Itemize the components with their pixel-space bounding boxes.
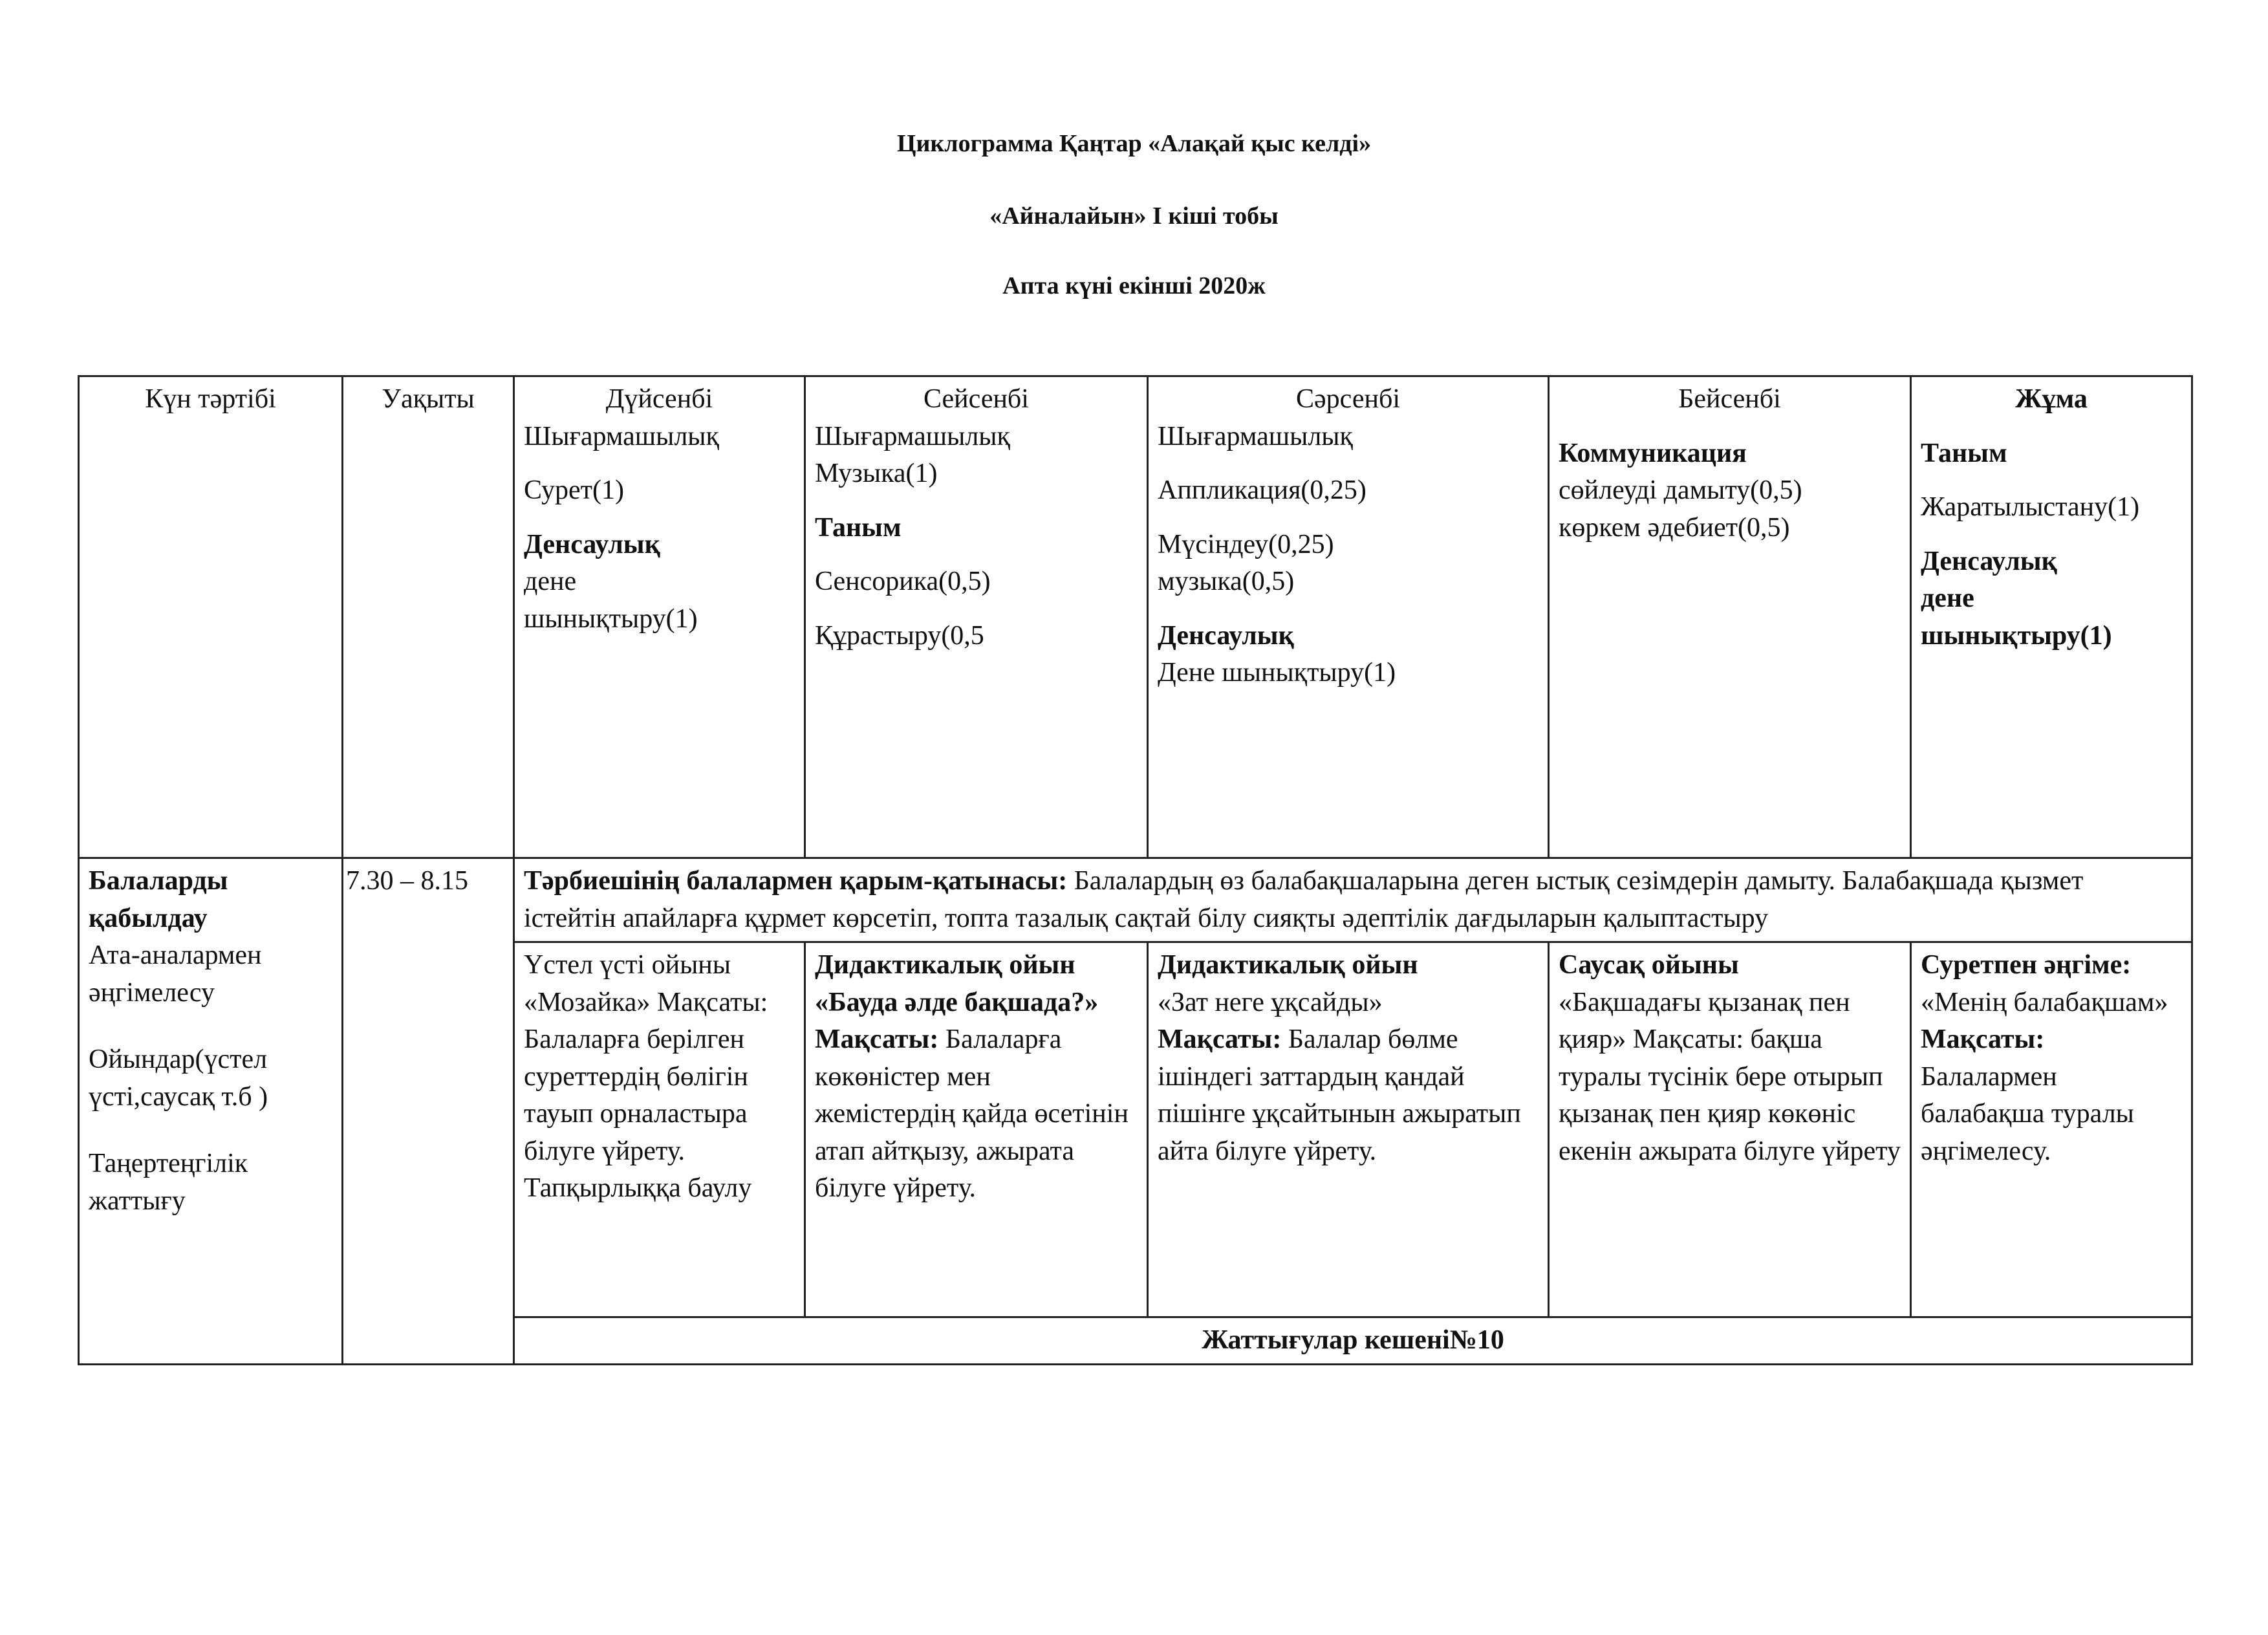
week-label: Апта күні екінші 2020ж — [1002, 272, 1266, 299]
subject-label: музыка(0,5) — [1158, 567, 1295, 597]
subject-label: дене — [524, 567, 577, 597]
header-row — [79, 376, 2192, 858]
header-tuesday — [805, 376, 1148, 858]
subject-label: көркем әдебиет(0,5) — [1559, 512, 1790, 543]
area-label: Таным — [815, 512, 902, 543]
subject-label: шынықтыру(1) — [524, 603, 698, 634]
game-text: Балалар бөлме ішіндегі заттардың қандай пішінге ұқсайтынын ажыратып айта білуге үйрету. — [1158, 1024, 1521, 1166]
time-range: 7.30 – 8.15 — [346, 866, 468, 896]
reception-cell — [79, 858, 343, 1365]
game-title: Суретпен әңгіме: — [1921, 950, 2132, 980]
day-label: Сәрсенбі — [1296, 384, 1400, 414]
game-text: Балалармен балабақша туралы әңгімелесу. — [1921, 1061, 2134, 1166]
game-title: Дидактикалық ойын — [1158, 950, 1418, 980]
wednesday-game — [1148, 942, 1549, 1317]
game-text: Балаларға көкөністер мен жемістердің қайда өсетінін атап айтқызу, ажырата білуге үйрету. — [815, 1024, 1129, 1204]
exercise-label: Жаттығулар кешені№10 — [1202, 1325, 1504, 1356]
header-time: Уақыты — [343, 376, 514, 858]
subject-label: Мүсіндеу(0,25) — [1158, 529, 1334, 559]
thursday-game — [1549, 942, 1911, 1317]
header-friday — [1911, 376, 2192, 858]
subject-label: шынықтыру(1) — [1921, 620, 2112, 651]
day-label: Бейсенбі — [1678, 384, 1781, 414]
day-label: Жұма — [2015, 384, 2088, 414]
subject-label: Жаратылыстану(1) — [1921, 492, 2140, 523]
goal-label: Мақсаты: — [1158, 1024, 1282, 1055]
header-wednesday — [1148, 376, 1549, 858]
game-name: «Менің балабақшам» — [1921, 987, 2168, 1017]
day-label: Дүйсенбі — [605, 384, 713, 414]
goal-label: Мақсаты: — [1921, 1024, 2045, 1055]
subject-label: Музыка(1) — [815, 459, 938, 489]
communication-cell — [514, 858, 2192, 942]
area-label: Шығармашылық — [1158, 421, 1353, 451]
game-text: Үстел үсті ойыны «Мозайка» Мақсаты: Балаларға берілген суреттердің бөлігін тауып орналастыра білуге үйрету. Тапқырлыққа баулу — [524, 950, 768, 1204]
area-label: Коммуникация — [1559, 438, 1747, 468]
document-title: Циклограмма Қаңтар «Алақай қыс келді» — [896, 130, 1372, 157]
header-monday — [514, 376, 805, 858]
friday-game — [1911, 942, 2192, 1317]
game-title: Дидактикалық ойын — [815, 950, 1075, 980]
day-label: Сейсенбі — [923, 384, 1029, 414]
reception-line: Ойындар(үстел үсті,саусақ т.б ) — [89, 1045, 268, 1112]
game-text: «Бақшадағы қызанақ пен қияр» Мақсаты: бақша туралы түсінік бере отырып қызанақ пен қияр көкөніс екенін ажырата білуге үйрету — [1559, 987, 1901, 1166]
subject-label: Сурет(1) — [524, 475, 624, 506]
subject-label: дене — [1921, 583, 1974, 614]
subject-label: сөйлеуді дамыту(0,5) — [1559, 475, 1802, 506]
monday-game — [514, 942, 805, 1317]
area-label: Денсаулық — [1921, 546, 2057, 576]
area-label: Таным — [1921, 438, 2007, 468]
time-cell — [343, 858, 514, 1365]
game-title: Саусақ ойыны — [1559, 950, 1739, 980]
reception-line: Таңертеңгілік жаттығу — [89, 1149, 248, 1216]
reception-title: Балаларды қабылдау — [89, 866, 228, 933]
goal-label: Мақсаты: — [815, 1024, 939, 1055]
reception-line: Ата-аналармен әңгімелесу — [89, 940, 262, 1008]
exercise-cell — [514, 1317, 2192, 1365]
area-label: Денсаулық — [524, 529, 660, 559]
group-name: «Айналайын» I кіші тобы — [989, 202, 1279, 230]
schedule-table — [78, 375, 2193, 1365]
subject-label: Құрастыру(0,5 — [815, 620, 984, 651]
reception-row — [79, 858, 2192, 942]
tuesday-game — [805, 942, 1148, 1317]
header-thursday — [1549, 376, 1911, 858]
subject-label: Сенсорика(0,5) — [815, 567, 991, 597]
game-name: «Бауда әлде бақшада?» — [815, 987, 1099, 1017]
subject-label: Аппликация(0,25) — [1158, 475, 1366, 506]
game-name: «Зат неге ұқсайды» — [1158, 987, 1383, 1017]
header-regime: Күн тәртібі — [79, 376, 343, 858]
communication-text: Балалардың өз балабақшаларына деген ыстық сезімдерін дамыту. Балабақшада қызмет істейтін апайларға құрмет көрсетіп, топта тазалық сақтай білу сияқты әдептілік дағдыларын қалыптастыру — [524, 866, 2084, 933]
communication-label: Тәрбиешінің балалармен қарым-қатынасы: — [524, 866, 1068, 896]
subject-label: Дене шынықтыру(1) — [1158, 658, 1396, 688]
area-label: Шығармашылық — [524, 421, 719, 451]
area-label: Денсаулық — [1158, 620, 1294, 651]
area-label: Шығармашылық — [815, 421, 1010, 451]
